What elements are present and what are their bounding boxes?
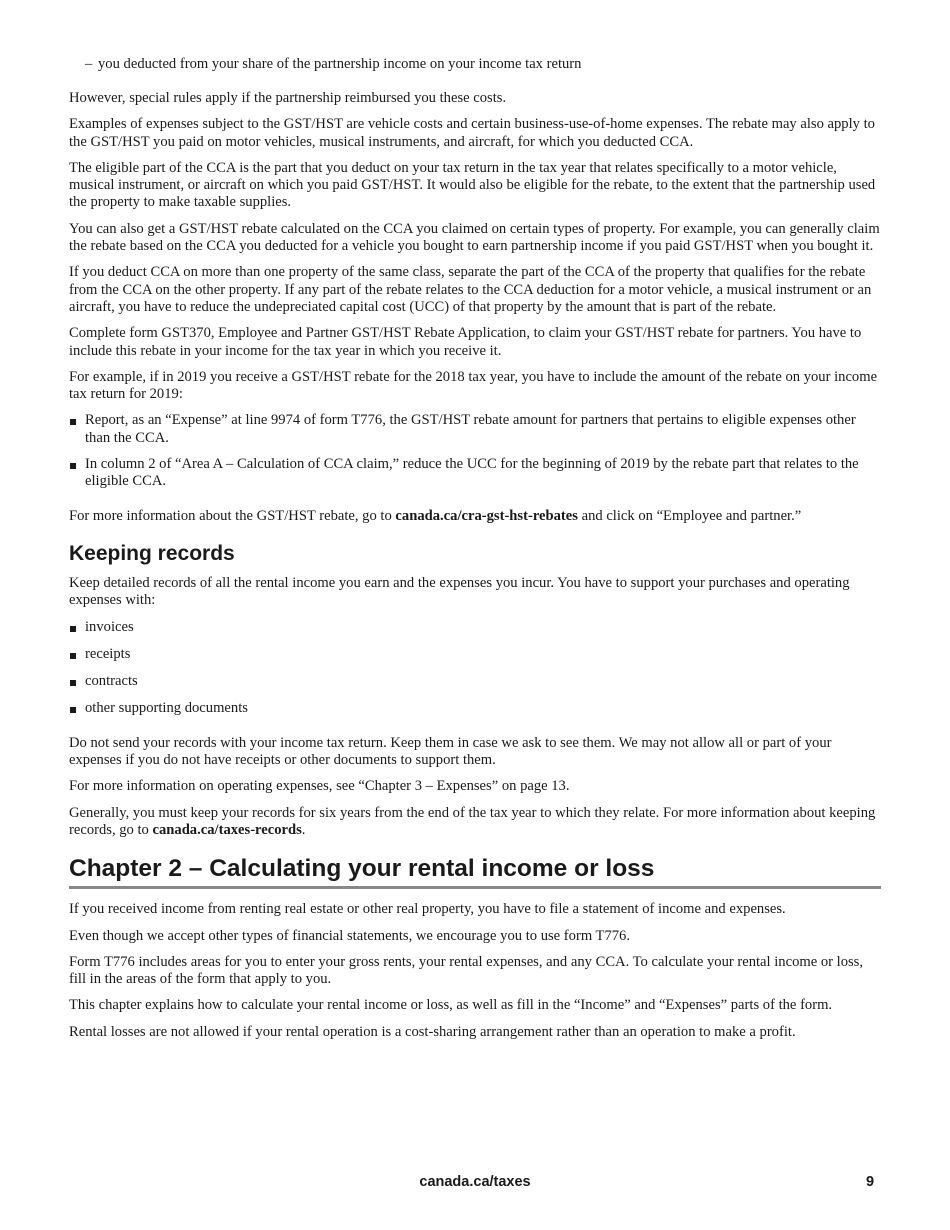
list-item-text: receipts — [85, 645, 131, 662]
paragraph: Complete form GST370, Employee and Partner GST/HST Rebate Application, to claim your GST/HST rebate for partners. You have to include this rebate in your income for the tax year in which you receive it. — [69, 325, 862, 359]
bullet-list — [69, 412, 881, 490]
list-item-text: In column 2 of “Area A – Calculation of CCA claim,” reduce the UCC for the beginning of 2019 by the rebate part that relates to the eligible CCA. — [85, 456, 859, 490]
chapter-2-heading: Chapter 2 – Calculating your rental income or loss — [69, 855, 881, 889]
paragraph: Even though we accept other types of financial statements, we encourage you to use form T776. — [69, 927, 631, 944]
gst-rebates-link[interactable]: canada.ca/cra-gst-hst-rebates — [395, 507, 578, 524]
footer-url-link[interactable]: canada.ca/taxes — [419, 1174, 531, 1190]
square-bullet-icon — [70, 707, 76, 713]
gst-more-info-after: and click on “Employee and partner.” — [577, 507, 802, 524]
paragraph: For more information on operating expenses, see “Chapter 3 – Expenses” on page 13. — [69, 778, 570, 795]
paragraph: For example, if in 2019 you receive a GST/HST rebate for the 2018 tax year, you have to include the amount of the rebate on your income tax return for 2019: — [69, 368, 878, 403]
list-item-text: Report, as an “Expense” at line 9974 of form T776, the GST/HST rebate amount for partners that pertains to eligible expenses other than the CCA. — [85, 412, 856, 446]
records-more-info-before: Generally, you must keep your records for six years from the end of the tax year to which they relate. For more information about keeping records, go to — [69, 804, 876, 838]
keeping-records-heading: Keeping records — [69, 541, 235, 565]
paragraph: Do not send your records with your income tax return. Keep them in case we ask to see them. We may not allow all or part of your expenses if you do not have receipts or other documents to support them. — [69, 734, 832, 769]
list-item — [69, 673, 881, 690]
dash-item-text: you deducted from your share of the partnership income on your income tax return — [98, 56, 582, 72]
list-item-text: invoices — [85, 618, 134, 635]
paragraph: Rental losses are not allowed if your rental operation is a cost-sharing arrangement rather than an operation to make a profit. — [69, 1023, 796, 1040]
taxes-records-link[interactable]: canada.ca/taxes-records — [152, 821, 302, 838]
document-body — [69, 50, 881, 1050]
paragraph: The eligible part of the CCA is the part that you deduct on your tax return in the tax year that relates specifically to a motor vehicle, musical instrument, or aircraft on which you paid GST/HST. It would also be eligible for the rebate, to the extent that the partnership used the property to make taxable supplies. — [69, 159, 876, 211]
list-item-text: other supporting documents — [85, 700, 248, 717]
list-item-text: contracts — [85, 673, 138, 690]
records-list — [69, 619, 881, 718]
gst-more-info — [69, 508, 881, 525]
paragraph: This chapter explains how to calculate your rental income or loss, as well as fill in the “Income” and “Expenses” parts of the form. — [69, 997, 833, 1014]
list-item — [69, 646, 881, 663]
list-item — [69, 619, 881, 636]
records-more-info-after: . — [301, 821, 306, 838]
paragraph: However, special rules apply if the partnership reimbursed you these costs. — [69, 90, 507, 106]
list-item — [69, 412, 881, 447]
page-number: 9 — [866, 1174, 875, 1190]
paragraph: Examples of expenses subject to the GST/HST are vehicle costs and certain business-use-of-home expenses. The rebate may also apply to the GST/HST you paid on motor vehicles, musical instruments, and aircraft, for which you deducted CCA. — [69, 116, 875, 150]
square-bullet-icon — [70, 653, 76, 659]
paragraph: You can also get a GST/HST rebate calculated on the CCA you claimed on certain types of property. For example, you can generally claim the rebate based on the CCA you deducted for a vehicle you bought to earn partnership income if you paid GST/HST when you bought it. — [69, 220, 880, 255]
paragraph: If you deduct CCA on more than one property of the same class, separate the part of the CCA of the property that qualifies for the rebate from the CCA on the other property. If any part of the rebate relates to the CCA deduction for a motor vehicle, a musical instrument or an aircraft, you have to reduce the undepreciated capital cost (UCC) of that property by the amount that is part of the rebate. — [69, 264, 872, 315]
list-item — [69, 700, 881, 717]
paragraph: Form T776 includes areas for you to enter your gross rents, your rental expenses, and any CCA. To calculate your rental income or loss, fill in the areas of the form that apply to you. — [69, 953, 864, 988]
square-bullet-icon — [70, 463, 76, 469]
dash-marker: – — [85, 56, 93, 72]
records-more-info — [69, 805, 881, 840]
gst-more-info-before: For more information about the GST/HST rebate, go to — [69, 507, 396, 524]
dash-list-item — [85, 56, 881, 73]
square-bullet-icon — [70, 419, 76, 425]
square-bullet-icon — [70, 626, 76, 632]
paragraph: If you received income from renting real estate or other real property, you have to file a statement of income and expenses. — [69, 901, 786, 918]
square-bullet-icon — [70, 680, 76, 686]
keeping-records-intro: Keep detailed records of all the rental income you earn and the expenses you incur. You have to support your purchases and operating expenses with: — [69, 574, 850, 609]
list-item — [69, 456, 881, 491]
